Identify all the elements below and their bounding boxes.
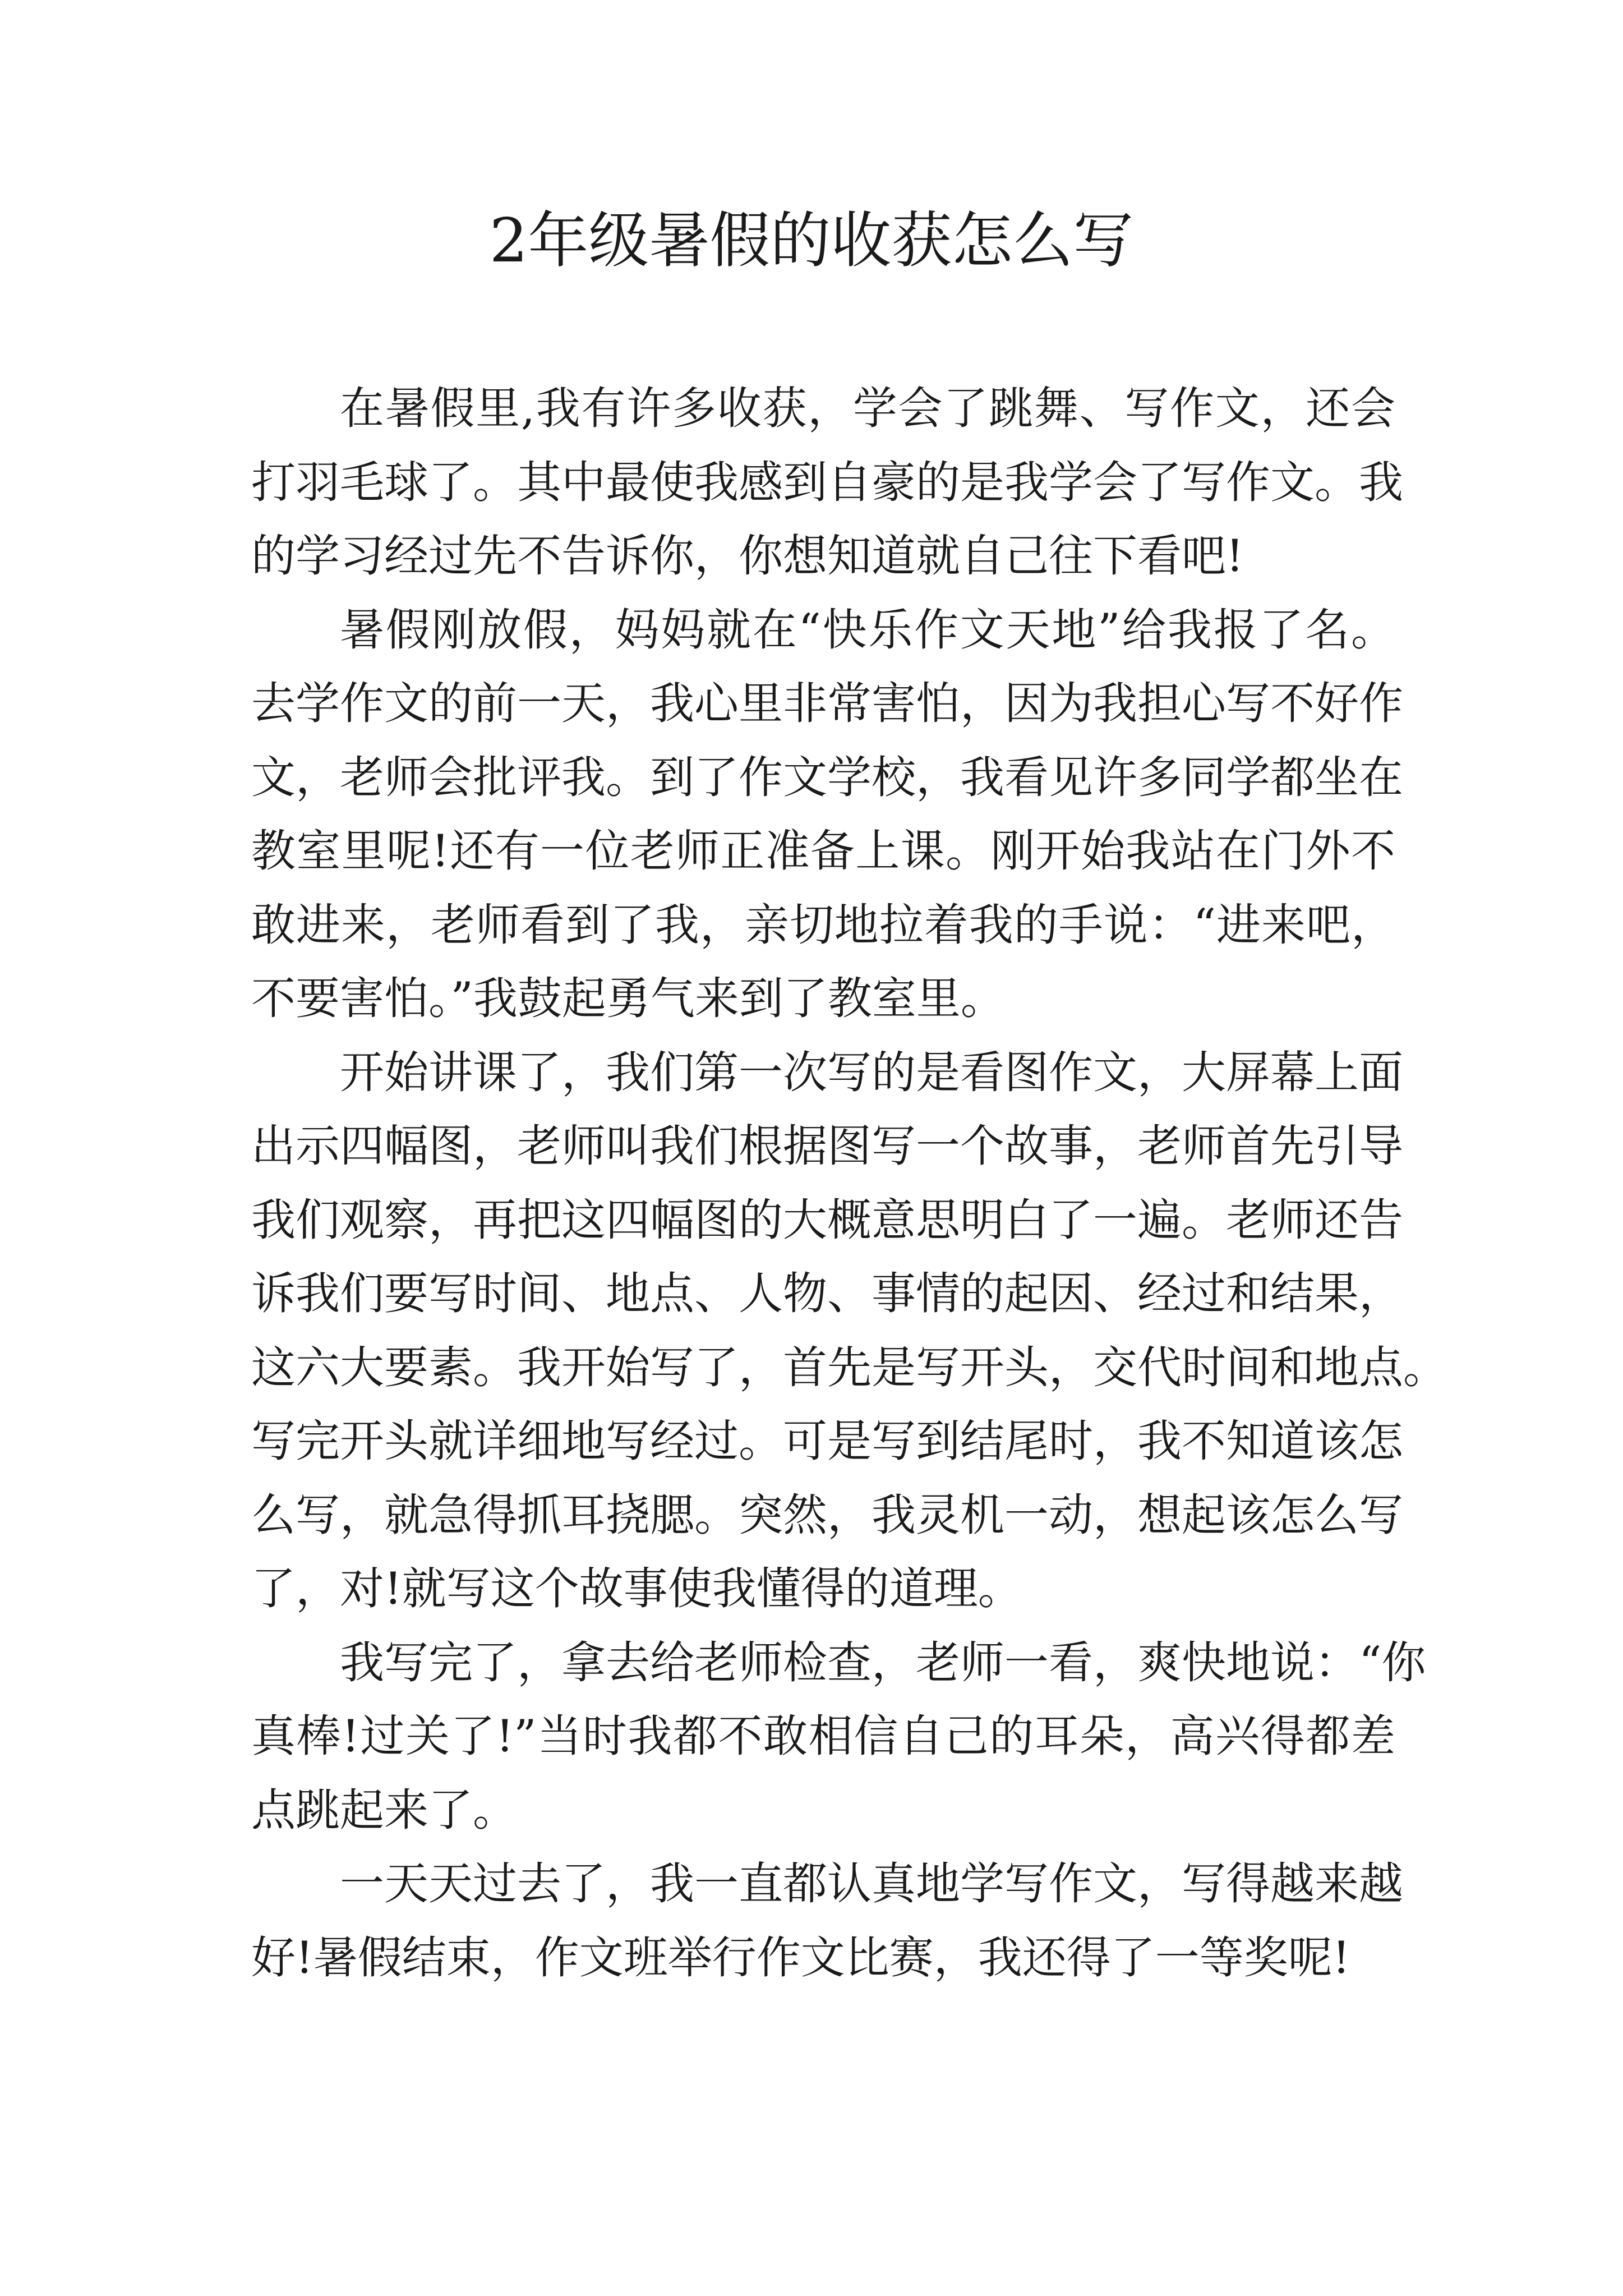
document-body	[251, 372, 1447, 1995]
paragraph-1-line-3: 的学习经过先不告诉你，你想知道就自己往下看吧!	[251, 530, 1244, 582]
paragraph-2-line-6: 不要害怕。”我鼓起勇气来到了教室里。	[251, 973, 1005, 1024]
paragraph-2-line-5: 敢进来，老师看到了我，亲切地拉着我的手说：“进来吧，	[251, 899, 1395, 951]
paragraph-3-line-2: 出示四幅图，老师叫我们根据图写一个故事，老师首先引导	[251, 1120, 1403, 1172]
paragraph-2-line-1: 暑假刚放假，妈妈就在“快乐作文天地”给我报了名。	[340, 604, 1395, 656]
paragraph-3-line-5: 这六大要素。我开始写了，首先是写开头，交代时间和地点。	[251, 1341, 1447, 1393]
paragraph-4-line-1: 我写完了，拿去给老师检查，老师一看，爽快地说：“你	[340, 1636, 1426, 1688]
paragraph-3-line-1: 开始讲课了，我们第一次写的是看图作文，大屏幕上面	[340, 1046, 1403, 1098]
paragraph-3-line-8: 了，对!就写这个故事使我懂得的道理。	[251, 1563, 1022, 1614]
paragraph-1-line-1: 在暑假里,我有许多收获，学会了跳舞、写作文，还会	[340, 383, 1395, 434]
paragraph-3-line-4: 诉我们要写时间、地点、人物、事情的起因、经过和结果，	[251, 1268, 1403, 1319]
paragraph-2-line-2: 去学作文的前一天，我心里非常害怕，因为我担心写不好作	[251, 678, 1403, 729]
paragraph-2-line-3: 文，老师会批评我。到了作文学校，我看见许多同学都坐在	[251, 751, 1403, 803]
paragraph-5-line-2: 好!暑假结束，作文班举行作文比赛，我还得了一等奖呢!	[251, 1931, 1350, 1984]
paragraph-3-line-3: 我们观察，再把这四幅图的大概意思明白了一遍。老师还告	[251, 1194, 1403, 1246]
paragraph-4-line-2: 真棒!过关了!”当时我都不敢相信自己的耳朵，高兴得都差	[251, 1710, 1395, 1762]
paragraph-4-line-3: 点跳起来了。	[251, 1784, 517, 1836]
paragraph-3-line-6: 写完开头就详细地写经过。可是写到结尾时，我不知道该怎	[251, 1415, 1403, 1467]
paragraph-2-line-4: 教室里呢!还有一位老师正准备上课。刚开始我站在门外不	[251, 825, 1395, 877]
paragraph-3-line-7: 么写，就急得抓耳挠腮。突然，我灵机一动，想起该怎么写	[251, 1489, 1403, 1541]
document-title: 2年级暑假的收获怎么写	[489, 206, 1134, 276]
paragraph-5-line-1: 一天天过去了，我一直都认真地学写作文，写得越来越	[340, 1858, 1403, 1910]
paragraph-1-line-2: 打羽毛球了。其中最使我感到自豪的是我学会了写作文。我	[251, 456, 1403, 508]
